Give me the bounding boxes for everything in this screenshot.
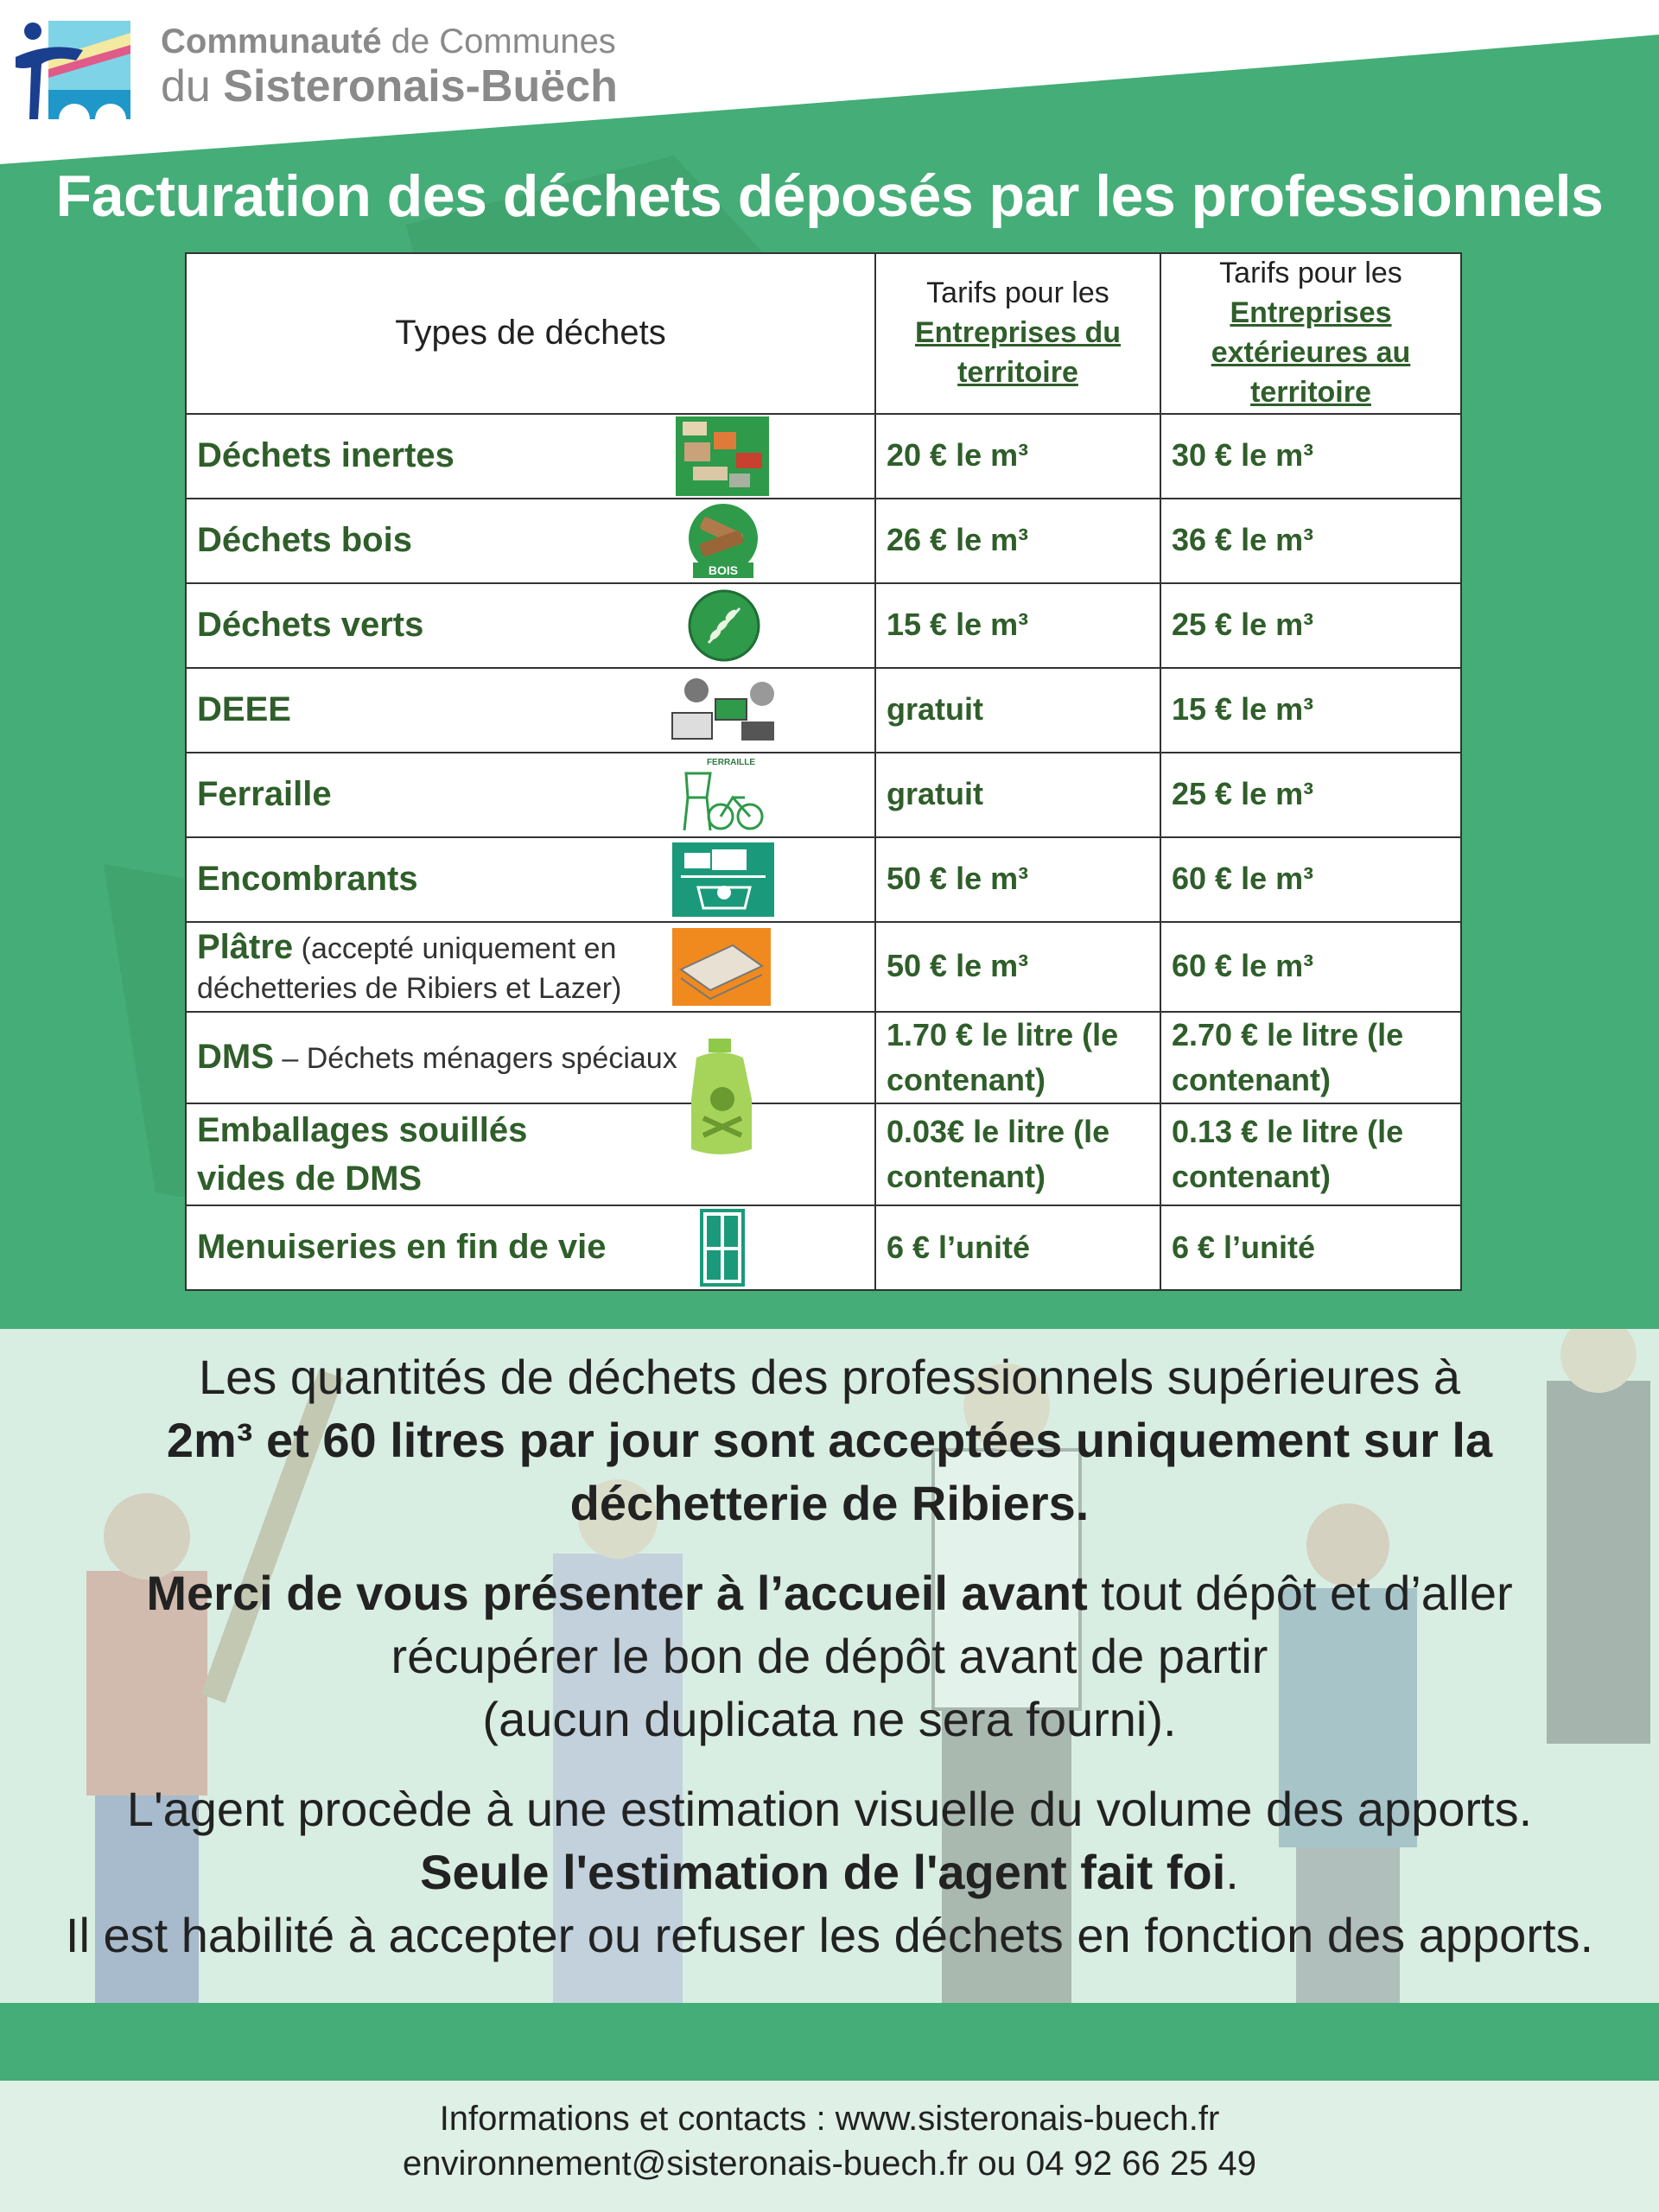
price-local: 20 € le m³ [875,414,1160,499]
waste-type [186,753,875,837]
org-line2-bold: Sisteronais-Buëch [223,61,618,111]
waste-type [186,583,875,668]
col-type-header: Types de déchets [186,253,875,414]
price-local: 1.70 € le litre (le contenant) [875,1012,1160,1103]
waste-type [186,414,875,499]
info-p3-line-a: L'agent procède à une estimation visuelle du volume des apports. [126,1782,1533,1836]
info-p1-line-a: Les quantités de déchets des professionnels supérieures à [198,1350,1461,1404]
info-p3-line-c: Il est habilité à accepter ou refuser les déchets en fonction des apports. [65,1907,1594,1962]
rates-table [185,252,1462,1291]
price-ext: 15 € le m³ [1160,668,1461,753]
info-p3-dot: . [1225,1844,1239,1899]
table-row [186,1205,1461,1290]
organization-name [161,24,618,109]
table-row [186,499,1461,583]
price-local: 0.03€ le litre (le contenant) [875,1103,1160,1205]
info-p1-line-b: 2m³ et 60 litres par jour sont acceptées uniquement sur la [166,1412,1493,1467]
rubble-icon [676,416,769,496]
table-row [186,922,1461,1012]
waste-type [186,837,875,922]
scrap-metal-icon [676,756,766,834]
table-row [186,1103,1461,1205]
col-local-underlined: Entreprises du territoire [914,315,1122,389]
info-p2-line-c: (aucun duplicata ne sera fourni). [482,1691,1177,1746]
logo-icon [16,16,137,124]
price-ext: 25 € le m³ [1160,753,1461,837]
col-ext-underlined: Entreprises extérieures au territoire [1211,296,1411,409]
wood-icon [684,502,762,580]
info-p1-line-c: déchetterie de Ribiers. [569,1475,1090,1530]
col-ext-pre: Tarifs pour les [1219,257,1402,289]
info-paragraph-3 [0,1778,1659,1967]
info-paragraph-2 [0,1562,1659,1751]
bulky-waste-icon [672,842,774,917]
table-header-row [186,253,1461,414]
price-local: 50 € le m³ [875,922,1160,1012]
table-row [186,414,1461,499]
org-line2-prefix: du [161,61,224,111]
waste-type-label: Ferraille [197,775,332,814]
page-title: Facturation des déchets déposés par les professionnels [55,163,1604,229]
hazardous-container-icon [684,1039,762,1156]
price-local: gratuit [875,668,1160,753]
waste-type-label: Encombrants [197,860,418,899]
footer [0,2081,1659,2212]
price-ext: 25 € le m³ [1160,583,1461,668]
waste-type [186,1205,875,1290]
waste-type-label: Emballages souillés vides de DMS [197,1110,528,1198]
waste-type [186,1012,875,1103]
waste-type-note: (accepté uniquement en déchetteries de Ribiers et Lazer) [197,931,622,1005]
price-ext: 30 € le m³ [1160,414,1461,499]
table-row [186,583,1461,668]
info-p2-line-b: récupérer le bon de dépôt avant de partir [391,1628,1268,1683]
price-local: gratuit [875,753,1160,837]
leaf-icon [688,589,760,662]
window-icon [700,1209,745,1287]
org-line1-rest: de Communes [381,22,616,60]
price-local: 50 € le m³ [875,837,1160,922]
wood-icon-label: BOIS [708,563,739,577]
price-ext: 60 € le m³ [1160,922,1461,1012]
table-row [186,837,1461,922]
footer-website: Informations et contacts : www.sisteronais-buech.fr [439,2100,1220,2138]
waste-type-label: Déchets bois [197,521,412,560]
footer-contact: environnement@sisteronais-buech.fr ou 04 92 66 25 49 [403,2145,1256,2183]
price-local: 26 € le m³ [875,499,1160,583]
waste-type-label: Déchets verts [197,606,424,645]
waste-type-label: DEEE [197,690,291,729]
price-ext: 2.70 € le litre (le contenant) [1160,1012,1461,1103]
info-p2-bold: Merci de vous présenter à l’accueil avant [146,1566,1088,1620]
table-row [186,753,1461,837]
waste-type-label: Plâtre [197,927,294,966]
waste-type-note: – Déchets ménagers spéciaux [273,1042,677,1076]
waste-type-label: DMS [197,1038,274,1077]
table-row [186,1012,1461,1103]
price-ext: 60 € le m³ [1160,837,1461,922]
waste-type [186,499,875,583]
green-band [0,2003,1659,2081]
price-ext: 0.13 € le litre (le contenant) [1160,1103,1461,1205]
table-row [186,668,1461,753]
info-paragraph-1 [0,1346,1659,1535]
waste-type [186,922,875,1012]
plaster-icon [672,928,771,1006]
info-p3-bold: Seule l'estimation de l'agent fait foi [420,1844,1226,1899]
org-line1-bold: Communauté [161,22,382,60]
col-ext-header [1160,253,1461,414]
waste-type-label: Déchets inertes [197,436,454,475]
col-local-header [875,253,1160,414]
price-local: 6 € l’unité [875,1205,1160,1290]
scrap-metal-icon-label: FERRAILLE [706,757,756,767]
price-local: 15 € le m³ [875,583,1160,668]
price-ext: 6 € l’unité [1160,1205,1461,1290]
waste-type-label: Menuiseries en fin de vie [197,1228,607,1267]
electronics-icon [667,673,779,747]
price-ext: 36 € le m³ [1160,499,1461,583]
waste-type [186,668,875,753]
col-local-pre: Tarifs pour les [926,276,1109,309]
info-p2-rest: tout dépôt et d’aller [1087,1566,1513,1620]
waste-type [186,1103,875,1205]
